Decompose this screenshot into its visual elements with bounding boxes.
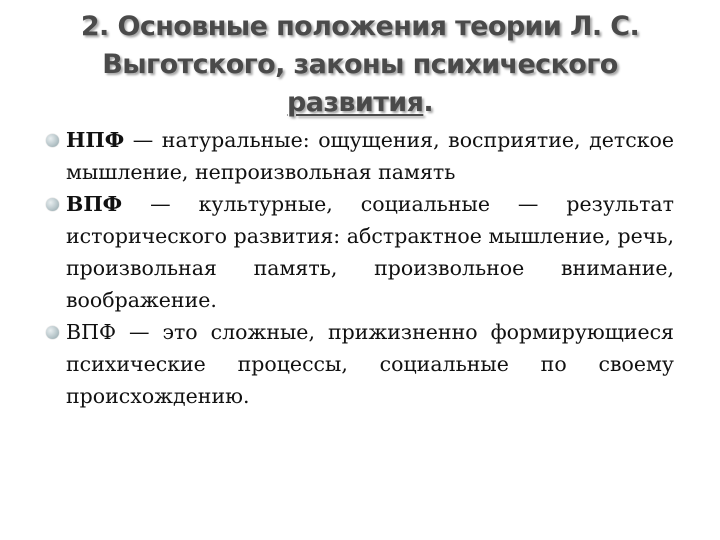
- bullet-icon: [46, 326, 59, 339]
- slide-title: [60, 8, 660, 122]
- title-line-3-suffix: .: [423, 87, 433, 118]
- bullet-lead: ВПФ: [66, 192, 123, 216]
- bullet-item-vpf-definition: [44, 316, 674, 412]
- bullet-text: — натуральные: ощущения, восприятие, детское мышление, непроизвольная память: [66, 128, 674, 184]
- title-line-2: Выготского, законы психического: [102, 49, 618, 80]
- bullet-lead: НПФ: [66, 128, 125, 152]
- title-line-3-underlined: развития: [286, 87, 424, 118]
- bullet-text: ВПФ — это сложные, прижизненно формирующиеся психические процессы, социальные по своему происхождению.: [66, 320, 674, 408]
- title-line-1: 2. Основные положения теории Л. С.: [80, 11, 640, 42]
- bullet-item-vpf-cultural: [44, 188, 674, 316]
- bullet-text: — культурные, социальные — результат исторического развития: абстрактное мышление, речь, произвольная память, произвольное внимание, воображение.: [66, 192, 674, 312]
- bullet-item-npf: [44, 124, 674, 188]
- bullet-icon: [46, 134, 59, 147]
- bullet-icon: [46, 198, 59, 211]
- bullet-list: [44, 124, 674, 412]
